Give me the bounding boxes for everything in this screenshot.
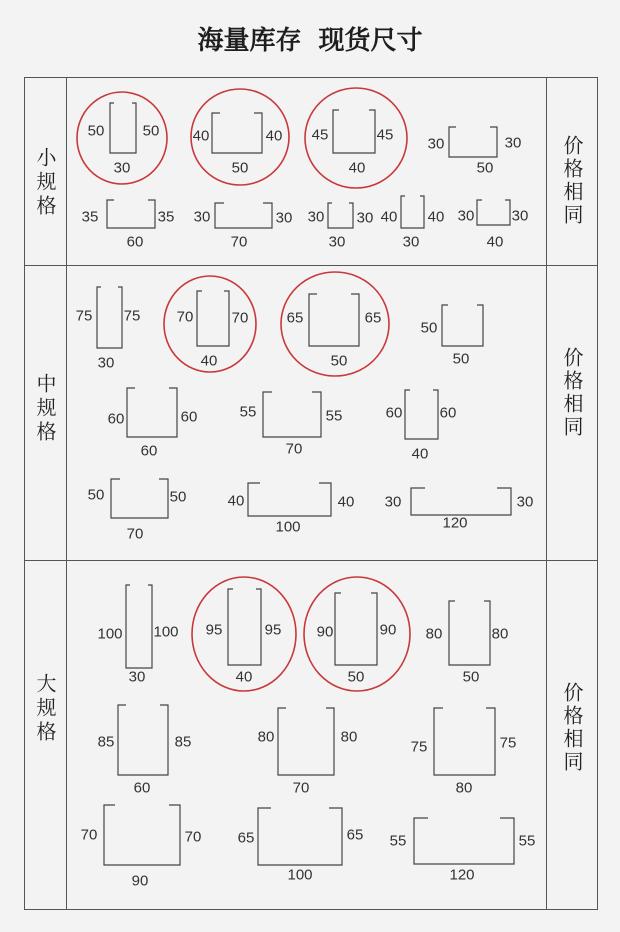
u-profile-shape [118, 705, 168, 775]
u-profile-shape [97, 287, 122, 348]
width-label: 60 [140, 442, 158, 460]
height-label-left: 50 [87, 122, 105, 140]
row-label-large: 大规格 [33, 673, 57, 745]
height-label-right: 50 [142, 122, 160, 140]
height-label-right: 95 [264, 621, 282, 639]
height-label-right: 90 [379, 621, 397, 639]
u-profile-shape [248, 483, 331, 516]
u-profile-shape [328, 203, 353, 228]
width-label: 120 [442, 514, 468, 532]
height-label-right: 55 [325, 407, 343, 425]
profile-item [98, 705, 192, 797]
profile-item [426, 601, 509, 686]
width-label: 90 [131, 872, 149, 890]
profile-item [305, 88, 407, 188]
u-profile-shape [477, 200, 510, 225]
height-label-left: 35 [81, 208, 99, 226]
height-label-left: 65 [237, 829, 255, 847]
height-label-left: 45 [311, 126, 329, 144]
profile-item [458, 200, 529, 251]
height-label-right: 55 [518, 832, 536, 850]
height-label-right: 75 [123, 307, 141, 325]
height-label-left: 75 [75, 307, 93, 325]
width-label: 30 [402, 233, 420, 251]
profile-item [308, 203, 374, 251]
height-label-left: 50 [420, 319, 438, 337]
height-label-right: 30 [275, 209, 293, 227]
height-label-left: 70 [176, 308, 194, 326]
width-label: 70 [230, 233, 248, 251]
u-profile-shape [126, 585, 152, 668]
height-label-right: 30 [504, 134, 522, 152]
height-label-right: 40 [337, 493, 355, 511]
u-profile-shape [111, 479, 168, 518]
profile-item [192, 577, 296, 691]
u-profile-shape [258, 808, 342, 865]
profile-item [381, 196, 445, 251]
height-label-left: 60 [107, 410, 125, 428]
height-label-left: 40 [192, 127, 210, 145]
width-label: 70 [292, 779, 310, 797]
width-label: 60 [126, 233, 144, 251]
width-label: 100 [287, 866, 313, 884]
width-label: 70 [126, 525, 144, 543]
profile-item [281, 272, 389, 376]
height-label-left: 50 [87, 486, 105, 504]
profile-item [386, 390, 457, 463]
profile-item [240, 392, 343, 458]
profile-item [164, 276, 256, 372]
u-profile-shape [127, 388, 177, 437]
height-label-right: 65 [364, 309, 382, 327]
u-profile-shape [110, 103, 136, 153]
height-label-right: 60 [180, 408, 198, 426]
height-label-left: 70 [80, 826, 98, 844]
profile-item [191, 89, 289, 185]
width-label: 50 [476, 159, 494, 177]
height-label-left: 30 [457, 207, 475, 225]
width-label: 40 [411, 445, 429, 463]
height-label-right: 80 [340, 728, 358, 746]
height-label-left: 100 [97, 625, 123, 643]
height-label-right: 80 [491, 625, 509, 643]
height-label-right: 70 [231, 309, 249, 327]
row-label-small: 小规格 [33, 147, 57, 219]
width-label: 30 [328, 233, 346, 251]
width-label: 50 [347, 668, 365, 686]
u-profile-shape [449, 601, 490, 665]
height-label-right: 50 [169, 488, 187, 506]
profile-item [81, 805, 202, 890]
width-label: 30 [97, 354, 115, 372]
profile-item [228, 483, 355, 536]
u-profile-shape [197, 291, 229, 346]
u-profile-shape [335, 593, 377, 665]
row-label-medium: 中规格 [33, 373, 57, 445]
u-profile-shape [278, 708, 334, 775]
height-label-left: 60 [385, 404, 403, 422]
price-note-large: 价格相同 [560, 682, 584, 774]
height-label-right: 85 [174, 733, 192, 751]
height-label-left: 30 [193, 208, 211, 226]
height-label-left: 95 [205, 621, 223, 639]
profile-item [385, 488, 534, 532]
size-row-large [81, 577, 536, 890]
u-profile-shape [449, 127, 497, 157]
width-label: 40 [235, 668, 253, 686]
height-label-left: 40 [227, 492, 245, 510]
height-label-right: 70 [184, 828, 202, 846]
profile-item [76, 287, 141, 372]
height-label-left: 80 [257, 728, 275, 746]
profile-item [428, 127, 522, 177]
u-profile-shape [333, 110, 375, 153]
u-profile-shape [405, 390, 438, 439]
height-label-left: 30 [384, 493, 402, 511]
height-label-left: 30 [427, 135, 445, 153]
height-label-right: 60 [439, 404, 457, 422]
u-profile-shape [212, 113, 262, 153]
height-label-right: 30 [516, 493, 534, 511]
height-label-left: 75 [410, 738, 428, 756]
price-note-small: 价格相同 [560, 135, 584, 227]
height-label-left: 40 [380, 208, 398, 226]
width-label: 80 [455, 779, 473, 797]
height-label-right: 30 [356, 209, 374, 227]
height-label-right: 40 [265, 127, 283, 145]
height-label-left: 65 [286, 309, 304, 327]
width-label: 120 [449, 866, 475, 884]
profile-item [194, 203, 293, 251]
u-profile-shape [414, 818, 514, 864]
height-label-right: 100 [153, 623, 179, 641]
profile-item [77, 92, 167, 184]
profile-item [88, 479, 187, 543]
profile-item [258, 708, 358, 797]
width-label: 50 [330, 352, 348, 370]
height-label-left: 85 [97, 733, 115, 751]
size-row-medium [76, 272, 534, 543]
height-label-right: 35 [157, 208, 175, 226]
profile-item [304, 577, 410, 691]
page-title: 海量库存 现货尺寸 [197, 26, 423, 56]
width-label: 50 [462, 668, 480, 686]
u-profile-shape [411, 488, 511, 515]
height-label-left: 30 [307, 208, 325, 226]
width-label: 30 [113, 159, 131, 177]
u-profile-shape [442, 305, 483, 346]
profile-item [97, 585, 178, 686]
width-label: 40 [200, 352, 218, 370]
u-profile-shape [309, 294, 359, 346]
width-label: 70 [285, 440, 303, 458]
u-profile-shape [401, 196, 424, 228]
profile-item [390, 818, 536, 884]
height-label-right: 45 [376, 126, 394, 144]
width-label: 50 [231, 159, 249, 177]
profile-item [411, 708, 517, 797]
profile-item [421, 305, 483, 368]
width-label: 50 [452, 350, 470, 368]
height-label-left: 55 [389, 832, 407, 850]
u-profile-shape [263, 392, 321, 437]
profile-item [108, 388, 198, 460]
height-label-right: 40 [427, 208, 445, 226]
width-label: 30 [128, 668, 146, 686]
price-note-medium: 价格相同 [560, 347, 584, 439]
height-label-right: 75 [499, 734, 517, 752]
u-profile-shape [104, 805, 180, 865]
width-label: 60 [133, 779, 151, 797]
u-profile-shape [215, 203, 272, 228]
profile-item [82, 200, 175, 251]
height-label-left: 80 [425, 625, 443, 643]
profile-item [238, 808, 364, 884]
width-label: 100 [275, 518, 301, 536]
u-profile-shape [434, 708, 495, 775]
height-label-right: 65 [346, 826, 364, 844]
u-profile-shape [107, 200, 155, 228]
u-profile-shape [228, 589, 261, 665]
height-label-left: 55 [239, 403, 257, 421]
size-row-small [77, 88, 528, 251]
height-label-right: 30 [511, 207, 529, 225]
width-label: 40 [486, 233, 504, 251]
height-label-left: 90 [316, 623, 334, 641]
width-label: 40 [348, 159, 366, 177]
